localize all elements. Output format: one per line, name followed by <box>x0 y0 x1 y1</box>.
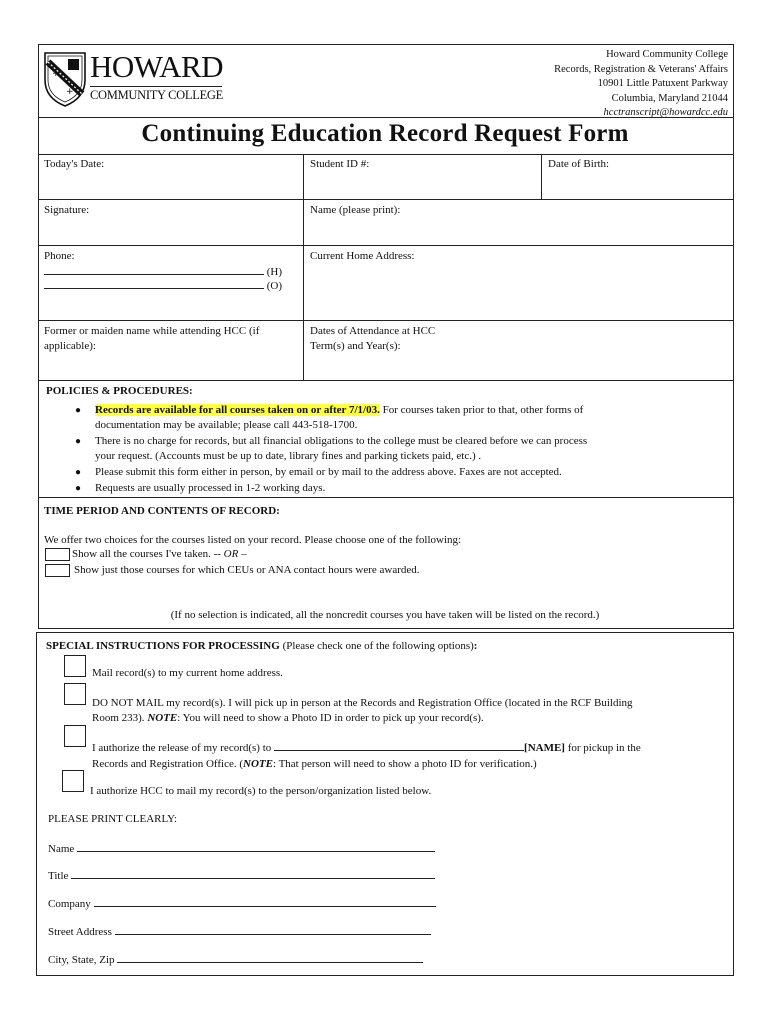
student-id-field[interactable]: Student ID #: <box>310 158 370 170</box>
date-of-birth-field[interactable]: Date of Birth: <box>548 158 610 170</box>
recipient-company-field[interactable]: Company <box>48 895 436 911</box>
home-address-field[interactable]: Current Home Address: <box>310 250 415 262</box>
authorize-release-checkbox[interactable] <box>64 725 86 747</box>
bullet-icon: ● <box>75 405 82 416</box>
policy-text: Please submit this form either in person, by email or by mail to the address above. Faxes are not accepted. <box>95 466 562 478</box>
phone-office-field[interactable] <box>44 277 282 293</box>
phone-home-suffix: (H) <box>266 266 283 278</box>
authorize-mail-checkbox[interactable] <box>62 770 84 792</box>
policy-item <box>75 481 715 496</box>
logo-main-text: HOWARD <box>90 49 224 84</box>
college-address <box>554 48 728 121</box>
logo-sub-text: COMMUNITY COLLEGE <box>90 88 223 102</box>
signature-field[interactable]: Signature: <box>44 204 90 216</box>
recipient-title-line[interactable] <box>71 867 435 879</box>
recipient-name-line[interactable] <box>77 840 435 852</box>
recipient-city-field[interactable]: City, State, Zip <box>48 951 423 967</box>
show-all-courses-checkbox[interactable] <box>45 548 70 561</box>
address-line: Howard Community College <box>606 49 728 60</box>
college-logo <box>42 50 232 110</box>
bullet-icon: ● <box>75 483 82 494</box>
grid-line <box>38 497 734 498</box>
show-all-courses-label: Show all the courses I've taken. -- OR – <box>72 548 247 560</box>
name-print-field[interactable]: Name (please print): <box>310 204 401 216</box>
dates-attendance-line2: Term(s) and Year(s): <box>310 340 401 352</box>
time-period-note: (If no selection is indicated, all the noncredit courses you have taken will be listed on the record.) <box>170 609 600 621</box>
address-line: Columbia, Maryland 21044 <box>611 92 728 104</box>
crest-icon <box>42 50 88 108</box>
policy-text: Requests are usually processed in 1-2 working days. <box>95 482 326 494</box>
pickup-in-person-label: DO NOT MAIL my record(s). I will pick up in person at the Records and Registration Office (located in the RCF Building Room 233). NOTE: You will need to show a Photo ID in order to pick up your record(s). <box>92 697 633 724</box>
grid-line <box>38 245 734 246</box>
phone-label: Phone: <box>44 250 75 262</box>
phone-office-line[interactable] <box>44 277 264 289</box>
mail-home-checkbox[interactable] <box>64 655 86 677</box>
grid-line <box>38 154 734 155</box>
policy-item <box>75 403 715 433</box>
address-email[interactable]: hcctranscript@howardcc.edu <box>603 107 728 118</box>
authorize-mail-label: I authorize HCC to mail my record(s) to the person/organization listed below. <box>90 785 432 797</box>
grid-line <box>38 320 734 321</box>
todays-date-field[interactable]: Today's Date: <box>44 158 105 170</box>
recipient-company-line[interactable] <box>94 895 436 907</box>
policy-item <box>75 465 715 480</box>
dates-attendance-field[interactable] <box>310 324 435 354</box>
former-name-line2: applicable): <box>44 340 96 352</box>
show-ceu-courses-label: Show just those courses for which CEUs or ANA contact hours were awarded. <box>74 564 420 576</box>
grid-line <box>303 154 304 380</box>
grid-line <box>38 199 734 200</box>
release-name-line[interactable] <box>274 739 524 751</box>
grid-line <box>38 380 734 381</box>
policy-text: There is no charge for records, but all financial obligations to the college must be cleared before we can process <box>95 435 588 447</box>
address-line: 10901 Little Patuxent Parkway <box>597 78 728 89</box>
former-name-line1: Former or maiden name while attending HCC (if <box>44 325 260 337</box>
special-heading: SPECIAL INSTRUCTIONS FOR PROCESSING (Please check one of the following options): <box>46 640 478 652</box>
bullet-icon: ● <box>75 467 82 478</box>
mail-home-label: Mail record(s) to my current home address. <box>92 667 283 679</box>
authorize-release-label: I authorize the release of my record(s) to [NAME] for pickup in the Records and Registration Office. (NOTE: That person will need to show a photo ID for verification.) <box>92 739 641 772</box>
svg-text:+: + <box>66 87 74 97</box>
recipient-city-line[interactable] <box>117 951 423 963</box>
former-name-field[interactable] <box>44 324 259 354</box>
logo-rule <box>90 86 222 87</box>
recipient-street-field[interactable]: Street Address <box>48 923 431 939</box>
header-divider <box>38 117 734 118</box>
address-line: Records, Registration & Veterans' Affairs <box>554 63 728 75</box>
pickup-in-person-checkbox[interactable] <box>64 683 86 705</box>
recipient-street-line[interactable] <box>115 923 431 935</box>
time-period-heading: TIME PERIOD AND CONTENTS OF RECORD: <box>44 505 280 517</box>
policy-text: your request. (Accounts must be up to date, library fines and parking tickets paid, etc.) . <box>95 450 482 462</box>
bullet-icon: ● <box>75 436 82 447</box>
recipient-title-field[interactable]: Title <box>48 867 435 883</box>
svg-text:+: + <box>52 69 60 79</box>
phone-home-line[interactable] <box>44 263 264 275</box>
recipient-name-field[interactable]: Name <box>48 840 435 856</box>
show-ceu-courses-checkbox[interactable] <box>45 564 70 577</box>
policy-text: documentation may be available; please call 443-518-1700. <box>95 419 358 431</box>
policy-highlight: Records are available for all courses taken on or after 7/1/03. <box>95 404 380 416</box>
policy-text: For courses taken prior to that, other forms of <box>379 404 584 416</box>
policies-heading: POLICIES & PROCEDURES: <box>46 385 193 397</box>
form-title: Continuing Education Record Request Form <box>141 120 629 147</box>
print-clearly-heading: PLEASE PRINT CLEARLY: <box>48 813 178 825</box>
time-period-intro: We offer two choices for the courses listed on your record. Please choose one of the following: <box>44 534 462 546</box>
grid-line <box>541 154 542 199</box>
phone-office-suffix: (O) <box>266 280 283 292</box>
policy-item <box>75 434 715 464</box>
dates-attendance-line1: Dates of Attendance at HCC <box>310 325 436 337</box>
